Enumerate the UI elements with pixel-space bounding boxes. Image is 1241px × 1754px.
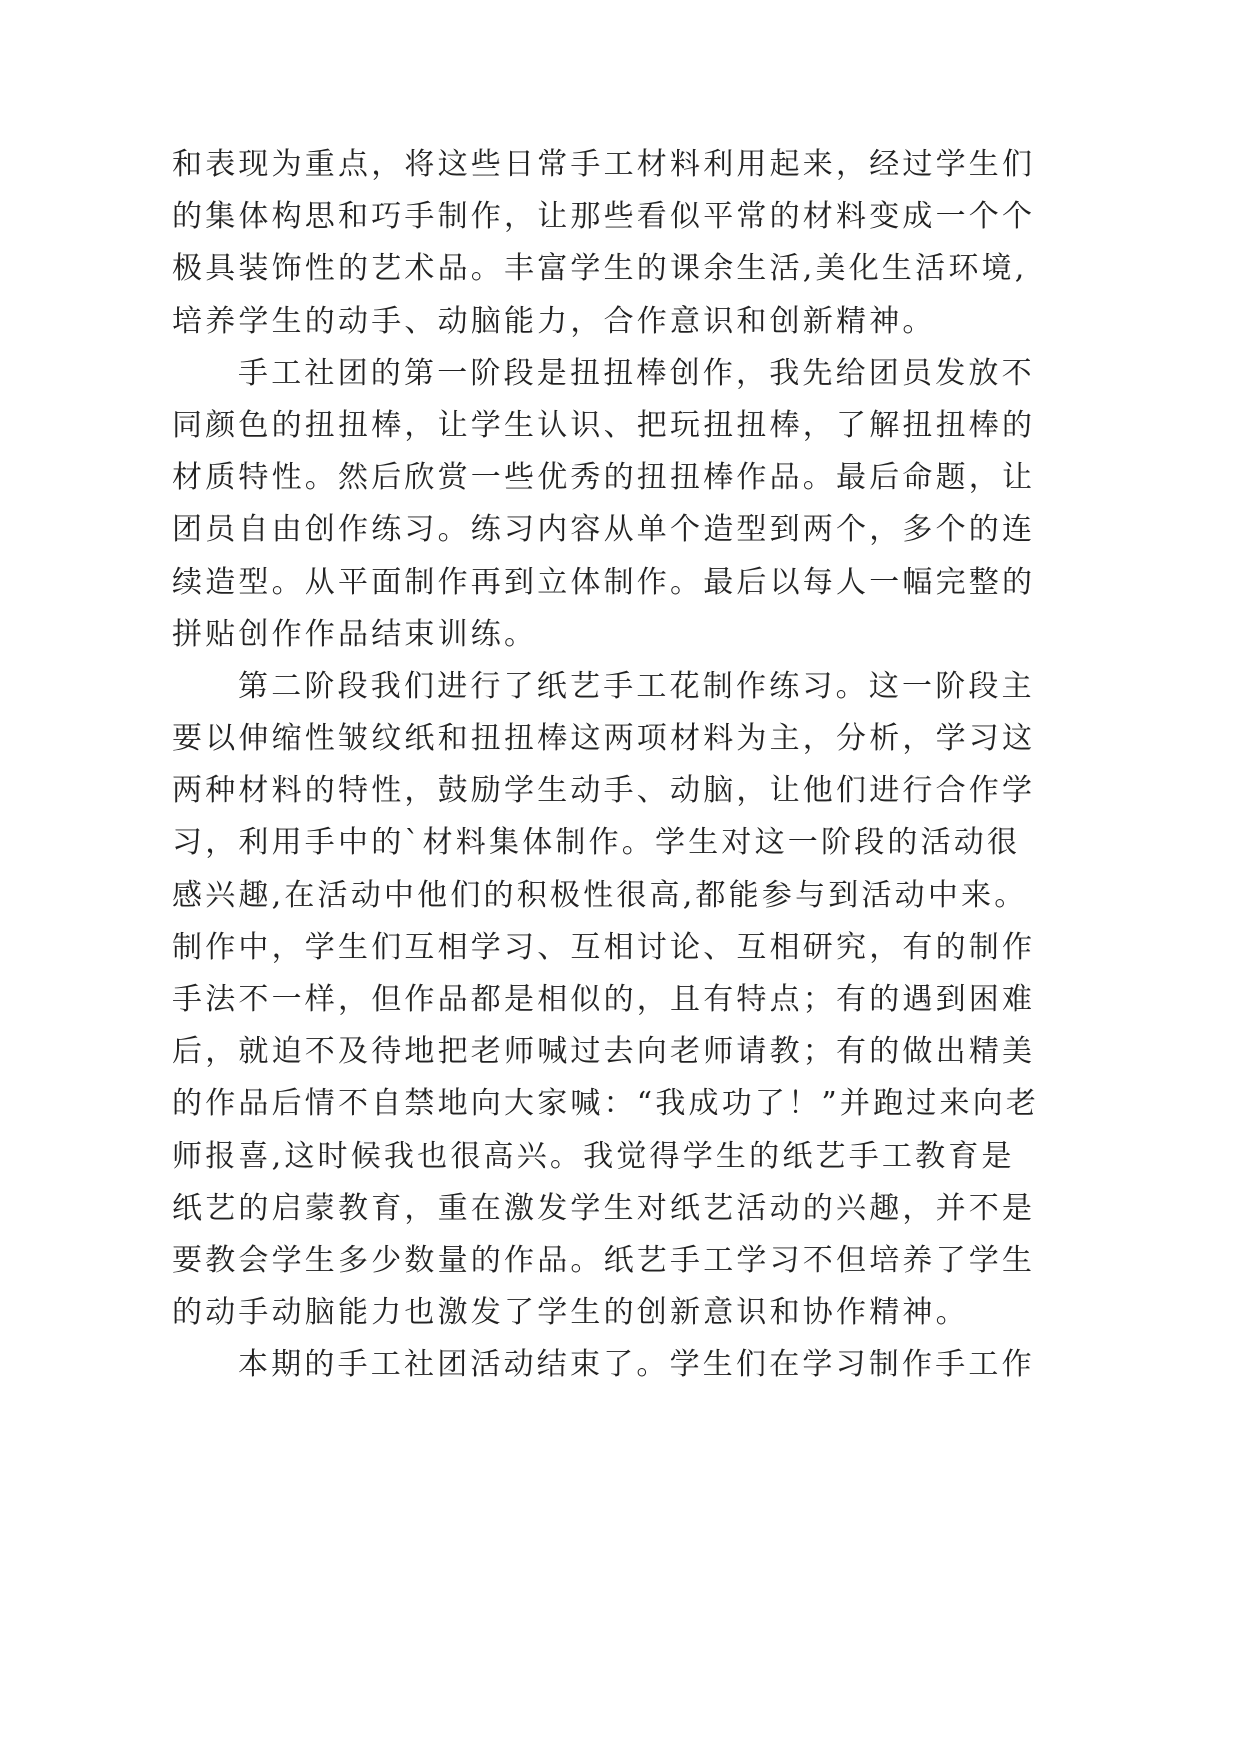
text-line: 两种材料的特性，鼓励学生动手、动脑，让他们进行合作学 — [172, 773, 1036, 809]
paragraph — [172, 348, 1052, 661]
paragraph — [172, 1339, 1052, 1391]
text-line: 手工社团的第一阶段是扭扭棒创作，我先给团员发放不 — [238, 355, 1035, 391]
text-line: 要教会学生多少数量的作品。纸艺手工学习不但培养了学生 — [172, 1242, 1036, 1278]
text-line: 拼贴创作作品结束训练。 — [172, 616, 538, 652]
text-line: 手法不一样，但作品都是相似的，且有特点；有的遇到困难 — [172, 982, 1036, 1017]
body-text — [172, 139, 1052, 1392]
text-line: 本期的手工社团活动结束了。学生们在学习制作手工作 — [238, 1347, 1035, 1383]
text-line: 的作品后情不自禁地向大家喊：“我成功了！”并跑过来向老 — [172, 1086, 1040, 1122]
text-line: 极具装饰性的艺术品。丰富学生的课余生活,美化生活环境, — [172, 251, 1028, 287]
text-line: 培养学生的动手、动脑能力，合作意识和创新精神。 — [172, 303, 936, 339]
text-line: 同颜色的扭扭棒，让学生认识、把玩扭扭棒，了解扭扭棒的 — [172, 407, 1036, 443]
paragraph — [172, 661, 1052, 1339]
text-line: 材质特性。然后欣赏一些优秀的扭扭棒作品。最后命题，让 — [172, 460, 1036, 496]
text-line: 后，就迫不及待地把老师喊过去向老师请教；有的做出精美 — [172, 1034, 1036, 1070]
text-line: 团员自由创作练习。练习内容从单个造型到两个，多个的连 — [172, 512, 1036, 548]
text-line: 的动手动脑能力也激发了学生的创新意识和协作精神。 — [172, 1295, 969, 1331]
text-line: 习，利用手中的`材料集体制作。学生对这一阶段的活动很 — [172, 825, 1021, 861]
text-line: 续造型。从平面制作再到立体制作。最后以每人一幅完整的 — [172, 564, 1036, 600]
text-line: 要以伸缩性皱纹纸和扭扭棒这两项材料为主，分析，学习这 — [172, 721, 1036, 757]
text-line: 和表现为重点，将这些日常手工材料利用起来，经过学生们 — [172, 147, 1036, 182]
text-line: 感兴趣,在活动中他们的积极性很高,都能参与到活动中来。 — [172, 877, 1028, 913]
text-line: 的集体构思和巧手制作，让那些看似平常的材料变成一个个 — [172, 199, 1036, 235]
paragraph — [172, 139, 1052, 348]
text-line: 制作中，学生们互相学习、互相讨论、互相研究，有的制作 — [172, 929, 1036, 965]
text-line: 师报喜,这时候我也很高兴。我觉得学生的纸艺手工教育是 — [172, 1138, 1015, 1174]
text-line: 纸艺的启蒙教育，重在激发学生对纸艺活动的兴趣，并不是 — [172, 1190, 1036, 1226]
text-line: 第二阶段我们进行了纸艺手工花制作练习。这一阶段主 — [238, 668, 1035, 704]
